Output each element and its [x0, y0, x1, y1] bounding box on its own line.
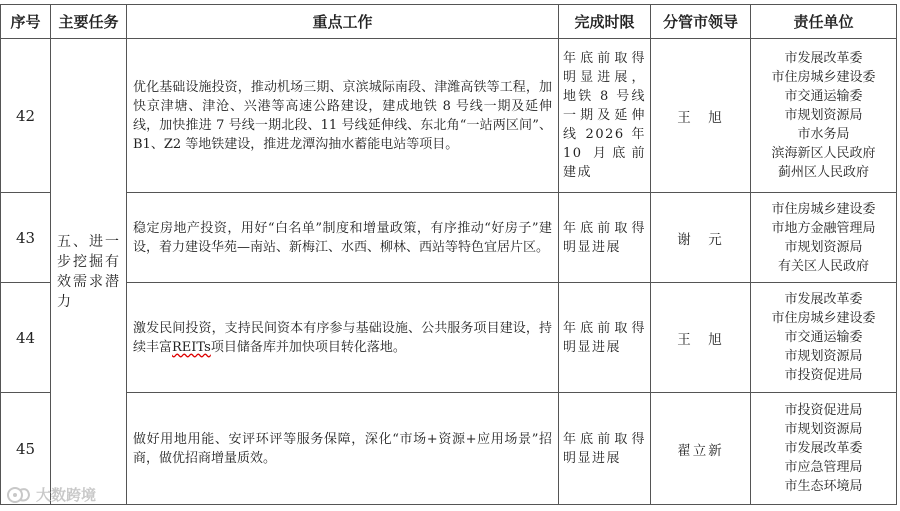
unit-cell	[751, 193, 897, 283]
unit-item: 市投资促进局	[784, 368, 863, 383]
work-text: 项目储备库并加快项目转化落地。	[210, 339, 406, 355]
unit-item: 市发展改革委	[784, 441, 863, 456]
unit-cell	[751, 39, 897, 193]
unit-item: 市地方金融管理局	[771, 220, 876, 236]
task-table	[0, 4, 897, 505]
unit-item: 市住房城乡建设委	[771, 70, 876, 85]
table-row	[1, 39, 897, 193]
table-row	[1, 393, 897, 505]
deadline-cell: 年底前取得明显进展，地铁 8 号线一期及延伸线 2026 年 10 月底前建成	[559, 39, 651, 193]
unit-cell	[751, 393, 897, 505]
watermark	[6, 484, 96, 505]
unit-item: 市投资促进局	[784, 403, 863, 418]
unit-item: 市住房城乡建设委	[771, 201, 876, 217]
reits-term: REITs	[172, 339, 211, 355]
leader-cell: 王 旭	[651, 283, 751, 393]
work-description: 优化基础设施投资，推动机场三期、京滨城际南段、津潍高铁等工程，加快京津塘、津沧、兴港等高速公路建设，建成地铁 8 号线一期及延伸线，加快推进 7 号线一期北段、11 号线延伸线、东北角“一站两区间”、B1、Z2 等地铁建设，推进龙潭沟抽水蓄能电站等项目。	[127, 39, 559, 193]
header-task: 主要任务	[51, 5, 127, 39]
header-deadline: 完成时限	[559, 5, 651, 39]
table-row	[1, 193, 897, 283]
work-description	[127, 283, 559, 393]
unit-item: 市规划资源局	[784, 239, 863, 255]
watermark-logo-icon	[6, 485, 32, 505]
row-number: 45	[1, 393, 51, 505]
unit-item: 市住房城乡建设委	[771, 311, 876, 326]
table-row	[1, 283, 897, 393]
unit-item: 市水务局	[797, 127, 850, 142]
row-number: 44	[1, 283, 51, 393]
row-number: 42	[1, 39, 51, 193]
unit-item: 市交通运输委	[784, 89, 863, 104]
header-num: 序号	[1, 5, 51, 39]
watermark-text: 大数跨境	[36, 486, 97, 504]
header-leader: 分管市领导	[651, 5, 751, 39]
deadline-cell: 年底前取得明显进展	[559, 393, 651, 505]
work-description: 做好用地用能、安评环评等服务保障，深化“市场+资源+应用场景”招商，做优招商增量质效。	[127, 393, 559, 505]
header-row	[1, 5, 897, 39]
unit-cell	[751, 283, 897, 393]
unit-item: 市生态环境局	[784, 479, 863, 494]
unit-item: 市发展改革委	[784, 292, 863, 307]
row-number: 43	[1, 193, 51, 283]
deadline-cell: 年底前取得明显进展	[559, 283, 651, 393]
unit-item: 市交通运输委	[784, 330, 863, 345]
leader-cell: 谢 元	[651, 193, 751, 283]
unit-item: 市规划资源局	[784, 108, 863, 123]
unit-item: 市应急管理局	[784, 460, 863, 475]
deadline-cell: 年底前取得明显进展	[559, 193, 651, 283]
unit-item: 有关区人民政府	[777, 258, 869, 274]
unit-item: 市规划资源局	[784, 422, 863, 437]
unit-item: 市发展改革委	[784, 51, 863, 66]
task-group-cell: 五、进一步挖掘有效需求潜力	[51, 39, 127, 505]
leader-cell: 王 旭	[651, 39, 751, 193]
work-text: 激发民间投资，支持民间资本有序参与基础设施、公共服务项目建设，持续丰富	[133, 320, 552, 355]
header-work: 重点工作	[127, 5, 559, 39]
unit-item: 市规划资源局	[784, 349, 863, 364]
leader-cell: 翟立新	[651, 393, 751, 505]
unit-item: 滨海新区人民政府	[771, 146, 876, 161]
header-unit: 责任单位	[751, 5, 897, 39]
work-description: 稳定房地产投资，用好“白名单”制度和增量政策，有序推动“好房子”建设，着力建设华苑—南站、新梅江、水西、柳林、西站等特色宜居片区。	[127, 193, 559, 283]
unit-item: 蓟州区人民政府	[777, 165, 869, 180]
